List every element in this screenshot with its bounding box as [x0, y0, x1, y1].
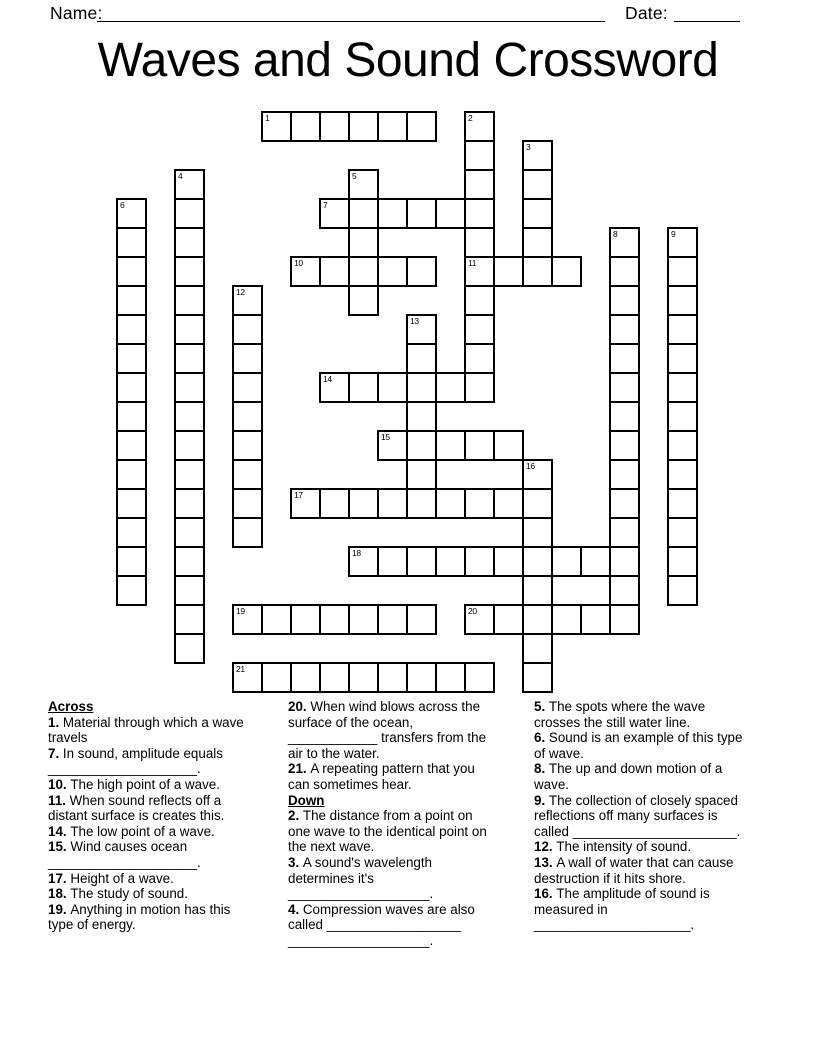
- grid-cell[interactable]: [116, 401, 147, 432]
- grid-cell[interactable]: [464, 140, 495, 171]
- grid-cell[interactable]: [464, 169, 495, 200]
- clue: 11. When sound reflects off a distant surface is creates this.: [48, 792, 225, 824]
- grid-cell[interactable]: [232, 662, 263, 693]
- grid-cell[interactable]: [522, 140, 553, 171]
- grid-cell[interactable]: [348, 372, 379, 403]
- clue: 8. The up and down motion of a wave.: [534, 761, 723, 792]
- clue: 6. Sound is an example of this type of wave.: [534, 730, 743, 761]
- grid-cell[interactable]: [377, 662, 408, 693]
- clue: 7. In sound, amplitude equals ____________________.: [48, 745, 223, 777]
- cell-number: 18: [352, 548, 361, 558]
- grid-cell[interactable]: [522, 169, 553, 200]
- grid-cell[interactable]: [522, 198, 553, 229]
- grid-cell[interactable]: [609, 372, 640, 403]
- grid-cell[interactable]: [406, 343, 437, 374]
- clue: 13. A wall of water that can cause destruction if it hits shore.: [534, 854, 734, 886]
- crossword-grid: [116, 111, 698, 693]
- grid-cell[interactable]: [348, 488, 379, 519]
- grid-cell[interactable]: [116, 256, 147, 287]
- cell-number: 6: [120, 200, 125, 210]
- grid-cell[interactable]: [580, 604, 611, 635]
- cell-number: 20: [468, 606, 477, 616]
- clue-number: 13.: [534, 854, 557, 870]
- date-blank-line[interactable]: [674, 1, 740, 22]
- grid-cell[interactable]: [667, 517, 698, 548]
- grid-cell[interactable]: [174, 459, 205, 490]
- grid-cell[interactable]: [551, 256, 582, 287]
- grid-cell[interactable]: [667, 575, 698, 606]
- grid-cell[interactable]: [174, 256, 205, 287]
- grid-cell[interactable]: [348, 546, 379, 577]
- grid-cell[interactable]: [116, 459, 147, 490]
- grid-cell[interactable]: [435, 372, 466, 403]
- grid-cell[interactable]: [522, 546, 553, 577]
- clue: 2. The distance from a point on one wave to the identical point on the next wave.: [288, 808, 487, 855]
- grid-cell[interactable]: [319, 372, 350, 403]
- clue-number: 16.: [534, 886, 557, 902]
- grid-cell[interactable]: [377, 488, 408, 519]
- grid-cell[interactable]: [174, 314, 205, 345]
- cell-number: 17: [294, 490, 303, 500]
- grid-cell[interactable]: [464, 662, 495, 693]
- clue-heading-across: Across: [48, 699, 94, 714]
- grid-cell[interactable]: [464, 227, 495, 258]
- grid-cell[interactable]: [609, 285, 640, 316]
- grid-cell[interactable]: [116, 227, 147, 258]
- grid-cell[interactable]: [406, 256, 437, 287]
- cell-number: 13: [410, 316, 419, 326]
- cell-number: 1: [265, 113, 270, 123]
- grid-cell[interactable]: [116, 343, 147, 374]
- cell-number: 16: [526, 461, 535, 471]
- clue-number: 21.: [288, 761, 311, 777]
- grid-cell[interactable]: [348, 227, 379, 258]
- grid-cell[interactable]: [464, 285, 495, 316]
- clue-column-1: [48, 699, 258, 933]
- date-label: Date:: [625, 3, 668, 23]
- grid-cell[interactable]: [348, 111, 379, 142]
- cell-number: 15: [381, 432, 390, 442]
- grid-cell[interactable]: [261, 111, 292, 142]
- cell-number: 10: [294, 258, 303, 268]
- grid-cell[interactable]: [406, 662, 437, 693]
- grid-cell[interactable]: [464, 111, 495, 142]
- grid-cell[interactable]: [522, 459, 553, 490]
- grid-cell[interactable]: [493, 488, 524, 519]
- cell-number: 12: [236, 287, 245, 297]
- cell-number: 5: [352, 171, 357, 181]
- grid-cell[interactable]: [377, 111, 408, 142]
- grid-cell[interactable]: [464, 488, 495, 519]
- grid-cell[interactable]: [348, 285, 379, 316]
- clue: 19. Anything in motion has this type of energy.: [48, 901, 231, 933]
- grid-cell[interactable]: [464, 314, 495, 345]
- grid-cell[interactable]: [464, 604, 495, 635]
- clue-number: 4.: [288, 901, 303, 917]
- clue: 4. Compression waves are also called __________________ ___________________.: [288, 901, 475, 948]
- grid-cell[interactable]: [348, 662, 379, 693]
- clue-number: 17.: [48, 870, 71, 886]
- clue-number: 2.: [288, 808, 303, 824]
- grid-cell[interactable]: [522, 256, 553, 287]
- clue-number: 3.: [288, 854, 303, 870]
- grid-cell[interactable]: [116, 372, 147, 403]
- clue: 1. Material through which a wave travels: [48, 714, 244, 746]
- grid-cell[interactable]: [522, 604, 553, 635]
- grid-cell[interactable]: [609, 604, 640, 635]
- grid-cell[interactable]: [435, 662, 466, 693]
- grid-cell[interactable]: [609, 488, 640, 519]
- clue-heading-down: Down: [288, 792, 325, 808]
- grid-cell[interactable]: [261, 604, 292, 635]
- grid-cell[interactable]: [377, 546, 408, 577]
- grid-cell[interactable]: [667, 372, 698, 403]
- grid-cell[interactable]: [667, 256, 698, 287]
- clue: 18. The study of sound.: [48, 886, 188, 902]
- name-blank-line[interactable]: [97, 1, 605, 22]
- grid-cell[interactable]: [667, 227, 698, 258]
- clue: 3. A sound's wavelength determines it's ___________________.: [288, 854, 434, 902]
- clue: 10. The high point of a wave.: [48, 776, 220, 792]
- grid-cell[interactable]: [319, 111, 350, 142]
- clue-number: 19.: [48, 901, 71, 917]
- grid-cell[interactable]: [609, 256, 640, 287]
- grid-cell[interactable]: [290, 111, 321, 142]
- grid-cell[interactable]: [174, 401, 205, 432]
- grid-cell[interactable]: [493, 604, 524, 635]
- grid-cell[interactable]: [435, 198, 466, 229]
- grid-cell[interactable]: [464, 546, 495, 577]
- cell-number: 7: [323, 200, 328, 210]
- grid-cell[interactable]: [377, 198, 408, 229]
- grid-cell[interactable]: [116, 575, 147, 606]
- grid-cell[interactable]: [232, 517, 263, 548]
- cell-number: 9: [671, 229, 676, 239]
- grid-cell[interactable]: [609, 401, 640, 432]
- grid-cell[interactable]: [174, 575, 205, 606]
- grid-cell[interactable]: [348, 198, 379, 229]
- grid-cell[interactable]: [174, 517, 205, 548]
- grid-cell[interactable]: [667, 314, 698, 345]
- grid-cell[interactable]: [464, 343, 495, 374]
- grid-cell[interactable]: [232, 430, 263, 461]
- grid-cell[interactable]: [435, 430, 466, 461]
- clue-number: 11.: [48, 792, 70, 808]
- grid-cell[interactable]: [522, 517, 553, 548]
- grid-cell[interactable]: [609, 343, 640, 374]
- grid-cell[interactable]: [406, 488, 437, 519]
- clue: 16. The amplitude of sound is measured in _____________________.: [534, 886, 710, 933]
- cell-number: 2: [468, 113, 473, 123]
- grid-cell[interactable]: [551, 546, 582, 577]
- grid-cell[interactable]: [290, 662, 321, 693]
- grid-cell[interactable]: [493, 256, 524, 287]
- grid-cell[interactable]: [116, 546, 147, 577]
- grid-cell[interactable]: [609, 314, 640, 345]
- grid-cell[interactable]: [435, 488, 466, 519]
- grid-cell[interactable]: [174, 633, 205, 664]
- grid-cell[interactable]: [406, 546, 437, 577]
- grid-cell[interactable]: [667, 343, 698, 374]
- clue-number: 15.: [48, 839, 71, 855]
- grid-cell[interactable]: [406, 401, 437, 432]
- grid-cell[interactable]: [174, 430, 205, 461]
- page-title: Waves and Sound Crossword: [97, 34, 719, 87]
- grid-cell[interactable]: [174, 227, 205, 258]
- grid-cell[interactable]: [232, 343, 263, 374]
- grid-cell[interactable]: [609, 430, 640, 461]
- clue: 14. The low point of a wave.: [48, 823, 215, 839]
- grid-cell[interactable]: [174, 169, 205, 200]
- grid-cell[interactable]: [522, 662, 553, 693]
- clue: 21. A repeating pattern that you can sometimes hear.: [288, 761, 475, 792]
- clue-number: 6.: [534, 730, 549, 746]
- grid-cell[interactable]: [232, 459, 263, 490]
- clue-number: 10.: [48, 776, 71, 792]
- grid-cell[interactable]: [464, 256, 495, 287]
- cell-number: 19: [236, 606, 245, 616]
- grid-cell[interactable]: [667, 285, 698, 316]
- clue: 12. The intensity of sound.: [534, 839, 692, 855]
- grid-cell[interactable]: [377, 604, 408, 635]
- grid-cell[interactable]: [667, 401, 698, 432]
- grid-cell[interactable]: [522, 488, 553, 519]
- grid-cell[interactable]: [522, 575, 553, 606]
- cell-number: 8: [613, 229, 618, 239]
- clue-number: 1.: [48, 714, 63, 730]
- grid-cell[interactable]: [667, 430, 698, 461]
- clue-column-3: [534, 699, 744, 933]
- cell-number: 21: [236, 664, 245, 674]
- grid-cell[interactable]: [522, 633, 553, 664]
- grid-cell[interactable]: [609, 459, 640, 490]
- grid-cell[interactable]: [551, 604, 582, 635]
- grid-cell[interactable]: [406, 372, 437, 403]
- grid-cell[interactable]: [406, 459, 437, 490]
- grid-cell[interactable]: [406, 430, 437, 461]
- grid-cell[interactable]: [232, 285, 263, 316]
- grid-cell[interactable]: [377, 256, 408, 287]
- clue: 17. Height of a wave.: [48, 870, 174, 886]
- clue-column-2: [288, 699, 493, 949]
- name-label: Name:: [50, 3, 103, 23]
- grid-cell[interactable]: [667, 488, 698, 519]
- grid-cell[interactable]: [493, 546, 524, 577]
- clue-number: 5.: [534, 699, 549, 714]
- grid-cell[interactable]: [116, 285, 147, 316]
- grid-cell[interactable]: [116, 314, 147, 345]
- grid-cell[interactable]: [522, 227, 553, 258]
- grid-cell[interactable]: [116, 517, 147, 548]
- grid-cell[interactable]: [232, 488, 263, 519]
- grid-cell[interactable]: [406, 198, 437, 229]
- clue-number: 8.: [534, 761, 549, 777]
- grid-cell[interactable]: [116, 198, 147, 229]
- cell-number: 14: [323, 374, 332, 384]
- grid-cell[interactable]: [493, 430, 524, 461]
- grid-cell[interactable]: [174, 372, 205, 403]
- grid-cell[interactable]: [464, 198, 495, 229]
- grid-cell[interactable]: [319, 662, 350, 693]
- grid-cell[interactable]: [609, 575, 640, 606]
- grid-cell[interactable]: [319, 198, 350, 229]
- grid-cell[interactable]: [667, 546, 698, 577]
- grid-cell[interactable]: [174, 198, 205, 229]
- grid-cell[interactable]: [464, 430, 495, 461]
- grid-cell[interactable]: [290, 256, 321, 287]
- grid-cell[interactable]: [580, 546, 611, 577]
- grid-cell[interactable]: [348, 256, 379, 287]
- clue: 9. The collection of closely spaced reflections off many surfaces is called ______________________.: [534, 792, 741, 839]
- clue-number: 12.: [534, 839, 557, 855]
- grid-cell[interactable]: [261, 662, 292, 693]
- clue: 15. Wind causes ocean ____________________.: [48, 839, 201, 870]
- clue: 5. The spots where the wave crosses the still water line.: [534, 699, 706, 730]
- grid-cell[interactable]: [319, 256, 350, 287]
- grid-cell[interactable]: [406, 604, 437, 635]
- grid-cell[interactable]: [377, 372, 408, 403]
- grid-cell[interactable]: [174, 546, 205, 577]
- grid-cell[interactable]: [609, 227, 640, 258]
- grid-cell[interactable]: [290, 488, 321, 519]
- grid-cell[interactable]: [464, 372, 495, 403]
- grid-cell[interactable]: [609, 517, 640, 548]
- grid-cell[interactable]: [290, 604, 321, 635]
- clue-number: 9.: [534, 792, 549, 808]
- grid-cell[interactable]: [348, 169, 379, 200]
- grid-cell[interactable]: [174, 488, 205, 519]
- clue-number: 7.: [48, 745, 63, 761]
- grid-cell[interactable]: [435, 546, 466, 577]
- grid-cell[interactable]: [232, 314, 263, 345]
- grid-cell[interactable]: [232, 401, 263, 432]
- grid-cell[interactable]: [609, 546, 640, 577]
- cell-number: 4: [178, 171, 183, 181]
- clue-number: 18.: [48, 886, 71, 902]
- grid-cell[interactable]: [174, 285, 205, 316]
- grid-cell[interactable]: [319, 604, 350, 635]
- grid-cell[interactable]: [174, 604, 205, 635]
- grid-cell[interactable]: [232, 604, 263, 635]
- cell-number: 3: [526, 142, 531, 152]
- grid-cell[interactable]: [406, 314, 437, 345]
- grid-cell[interactable]: [232, 372, 263, 403]
- clue: 20. When wind blows across the surface of the ocean, ____________ transfers from the air to the water.: [288, 699, 487, 761]
- grid-cell[interactable]: [174, 343, 205, 374]
- cell-number: 11: [468, 258, 477, 268]
- clue-number: 20.: [288, 699, 311, 714]
- grid-cell[interactable]: [406, 111, 437, 142]
- grid-cell[interactable]: [667, 459, 698, 490]
- grid-cell[interactable]: [116, 430, 147, 461]
- grid-cell[interactable]: [348, 604, 379, 635]
- grid-cell[interactable]: [116, 488, 147, 519]
- grid-cell[interactable]: [319, 488, 350, 519]
- grid-cell[interactable]: [377, 430, 408, 461]
- clue-number: 14.: [48, 823, 71, 839]
